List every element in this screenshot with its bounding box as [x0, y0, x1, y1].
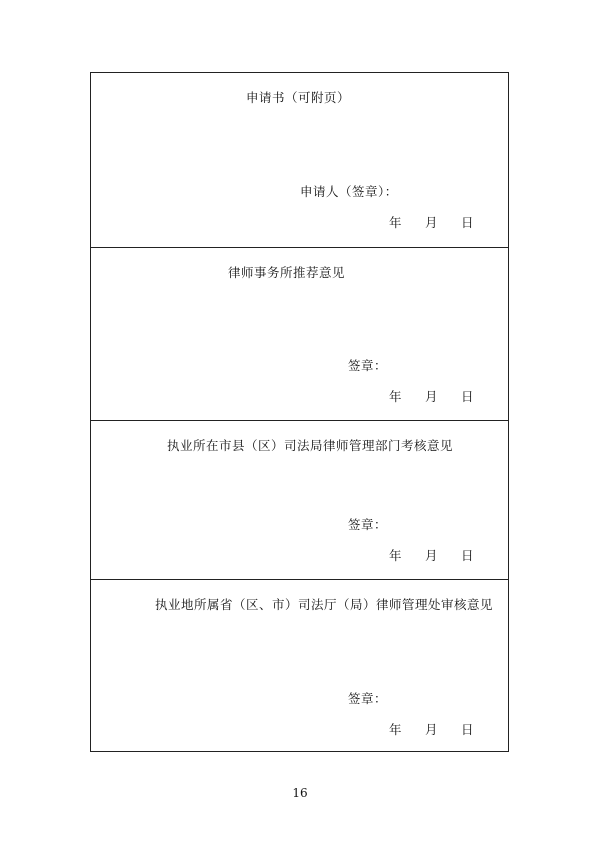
date-line [91, 722, 508, 738]
date-month-label: 月 [425, 389, 438, 404]
date-day-label: 日 [461, 215, 474, 230]
section-title-provincial-review: 执业地所属省（区、市）司法厅（局）律师管理处审核意见 [155, 597, 494, 612]
date-year-label: 年 [389, 389, 402, 404]
section-title-law-firm: 律师事务所推荐意见 [228, 265, 346, 280]
date-line [91, 215, 508, 231]
date-month-label: 月 [425, 722, 438, 737]
date-month-label: 月 [425, 215, 438, 230]
section-title-application: 申请书（可附页） [246, 90, 351, 105]
date-year-label: 年 [389, 548, 402, 563]
date-line [91, 548, 508, 564]
seal-label: 签章： [348, 517, 388, 532]
date-line [91, 389, 508, 405]
page-number: 16 [292, 786, 308, 800]
section-provincial-review [91, 579, 508, 753]
seal-label: 签章： [348, 358, 388, 373]
section-law-firm-recommendation [91, 247, 508, 420]
applicant-signature-label: 申请人（签章）： [300, 184, 398, 199]
date-day-label: 日 [461, 389, 474, 404]
date-day-label: 日 [461, 722, 474, 737]
date-year-label: 年 [389, 215, 402, 230]
seal-label: 签章： [348, 691, 388, 706]
section-county-review [91, 420, 508, 579]
date-day-label: 日 [461, 548, 474, 563]
section-title-county-review: 执业所在市县（区）司法局律师管理部门考核意见 [167, 438, 454, 453]
section-application [91, 73, 508, 247]
date-year-label: 年 [389, 722, 402, 737]
approval-form-table [90, 72, 509, 752]
date-month-label: 月 [425, 548, 438, 563]
